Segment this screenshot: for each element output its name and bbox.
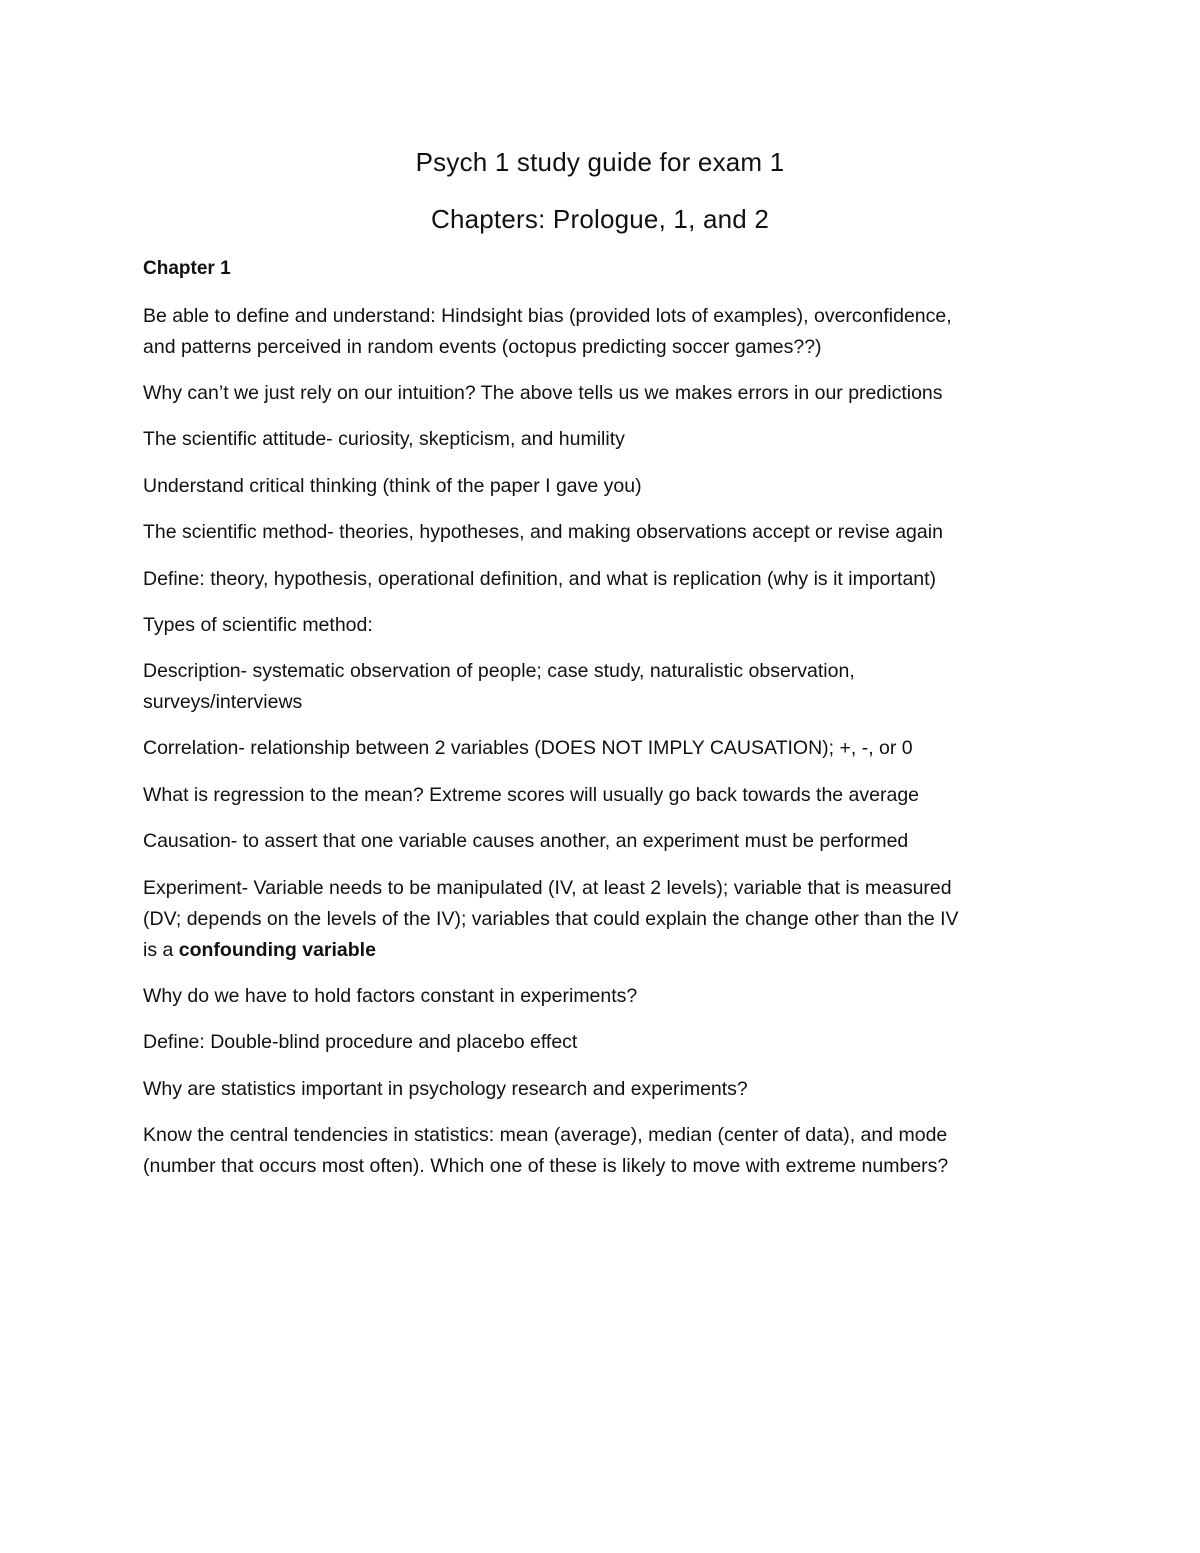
study-item-line: Understand critical thinking (think of the paper I gave you)	[143, 475, 642, 497]
study-item-line: (number that occurs most often). Which one of these is likely to move with extreme numbers?	[143, 1155, 949, 1177]
study-item	[143, 981, 1053, 1012]
study-item-line: Correlation- relationship between 2 variables (DOES NOT IMPLY CAUSATION); +, -, or 0	[143, 737, 913, 759]
study-item-line: Description- systematic observation of people; case study, naturalistic observation,	[143, 660, 855, 682]
study-item-line: Be able to define and understand: Hindsight bias (provided lots of examples), overconfidence,	[143, 305, 952, 327]
study-item	[143, 826, 1053, 857]
study-item-line: Know the central tendencies in statistics: mean (average), median (center of data), and mode	[143, 1124, 948, 1146]
study-item	[143, 471, 1053, 502]
study-item-line: The scientific attitude- curiosity, skepticism, and humility	[143, 428, 625, 450]
study-item	[143, 378, 1053, 409]
study-item	[143, 517, 1053, 548]
study-item	[143, 1027, 1053, 1058]
study-item	[143, 733, 1053, 764]
confounding-variable-term: confounding variable	[178, 939, 376, 961]
study-item	[143, 656, 1053, 718]
document-subtitle: Chapters: Prologue, 1, and 2	[430, 204, 770, 234]
study-item-line-prefix: is a	[143, 939, 179, 961]
study-item-line: Types of scientific method:	[143, 614, 373, 636]
study-item-line	[143, 935, 1053, 966]
study-item-line: Define: Double-blind procedure and placebo effect	[143, 1031, 578, 1053]
study-item-line: Why do we have to hold factors constant in experiments?	[143, 985, 638, 1007]
study-item-line: Why can’t we just rely on our intuition? The above tells us we makes errors in our predictions	[143, 382, 943, 404]
study-item-line: and patterns perceived in random events (octopus predicting soccer games??)	[143, 336, 822, 358]
study-item	[143, 564, 1053, 595]
study-item	[143, 780, 1053, 811]
document-title: Psych 1 study guide for exam 1	[415, 147, 785, 177]
section-heading: Chapter 1	[143, 258, 231, 279]
study-item	[143, 873, 1053, 966]
study-item	[143, 1074, 1053, 1105]
study-item	[143, 424, 1053, 455]
study-item	[143, 610, 1053, 641]
study-item-line: surveys/interviews	[143, 691, 303, 713]
study-item-line: Why are statistics important in psychology research and experiments?	[143, 1078, 748, 1100]
study-item-line: The scientific method- theories, hypotheses, and making observations accept or revise again	[143, 521, 943, 543]
study-item-line: What is regression to the mean? Extreme scores will usually go back towards the average	[143, 784, 920, 806]
study-item-line: Causation- to assert that one variable causes another, an experiment must be performed	[143, 830, 909, 852]
study-item-line: Define: theory, hypothesis, operational definition, and what is replication (why is it important)	[143, 568, 937, 590]
study-item	[143, 301, 1053, 363]
study-item	[143, 1120, 1053, 1182]
study-item-line: Experiment- Variable needs to be manipulated (IV, at least 2 levels); variable that is measured	[143, 877, 952, 899]
study-item-line: (DV; depends on the levels of the IV); variables that could explain the change other than the IV	[143, 908, 959, 930]
